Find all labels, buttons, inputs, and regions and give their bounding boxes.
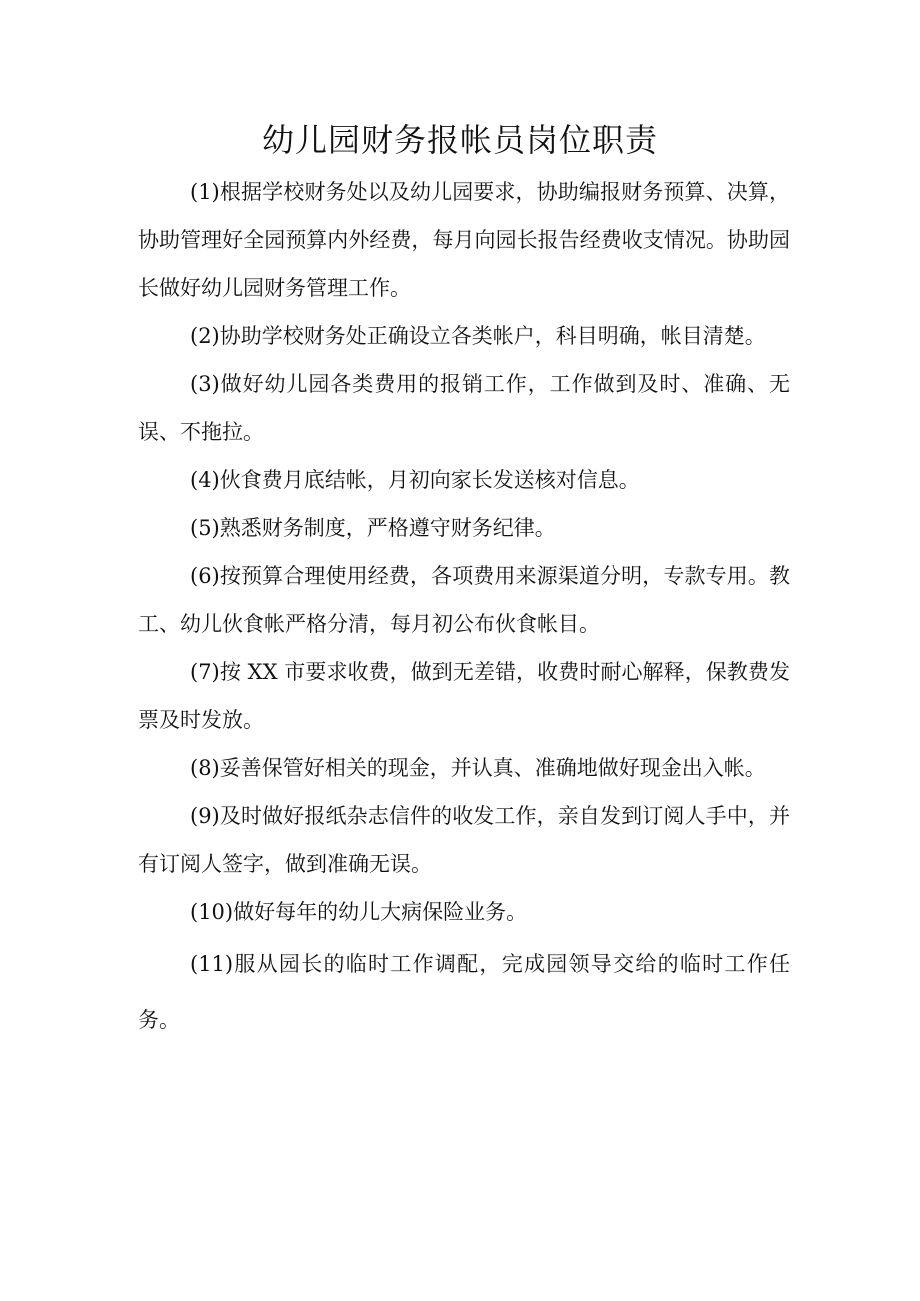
duty-item-9: (9)及时做好报纸杂志信件的收发工作，亲自发到订阅人手中，并有订阅人签字，做到准确无误。 <box>138 804 790 876</box>
document-body <box>138 168 790 1048</box>
duty-item-7: (7)按 XX 市要求收费，做到无差错，收费时耐心解释，保教费发票及时发放。 <box>138 660 790 732</box>
duty-item-11: (11)服从园长的临时工作调配，完成园领导交给的临时工作任务。 <box>138 952 790 1032</box>
duty-item-1: (1)根据学校财务处以及幼儿园要求，协助编报财务预算、决算，协助管理好全园预算内外经费，每月向园长报告经费收支情况。协助园长做好幼儿园财务管理工作。 <box>138 180 790 300</box>
duty-item-2: (2)协助学校财务处正确设立各类帐户，科目明确，帐目清楚。 <box>190 324 766 348</box>
document-title: 幼儿园财务报帐员岗位职责 <box>261 121 658 159</box>
duty-item-8: (8)妥善保管好相关的现金，并认真、准确地做好现金出入帐。 <box>190 756 766 780</box>
duty-item-3: (3)做好幼儿园各类费用的报销工作，工作做到及时、准确、无误、不拖拉。 <box>138 372 790 444</box>
duty-item-4: (4)伙食费月底结帐，月初向家长发送核对信息。 <box>190 468 640 492</box>
duty-item-5: (5)熟悉财务制度，严格遵守财务纪律。 <box>190 516 556 540</box>
duty-item-6: (6)按预算合理使用经费，各项费用来源渠道分明，专款专用。教工、幼儿伙食帐严格分清，每月初公布伙食帐目。 <box>138 564 790 636</box>
duty-item-10: (10)做好每年的幼儿大病保险业务。 <box>190 900 528 924</box>
